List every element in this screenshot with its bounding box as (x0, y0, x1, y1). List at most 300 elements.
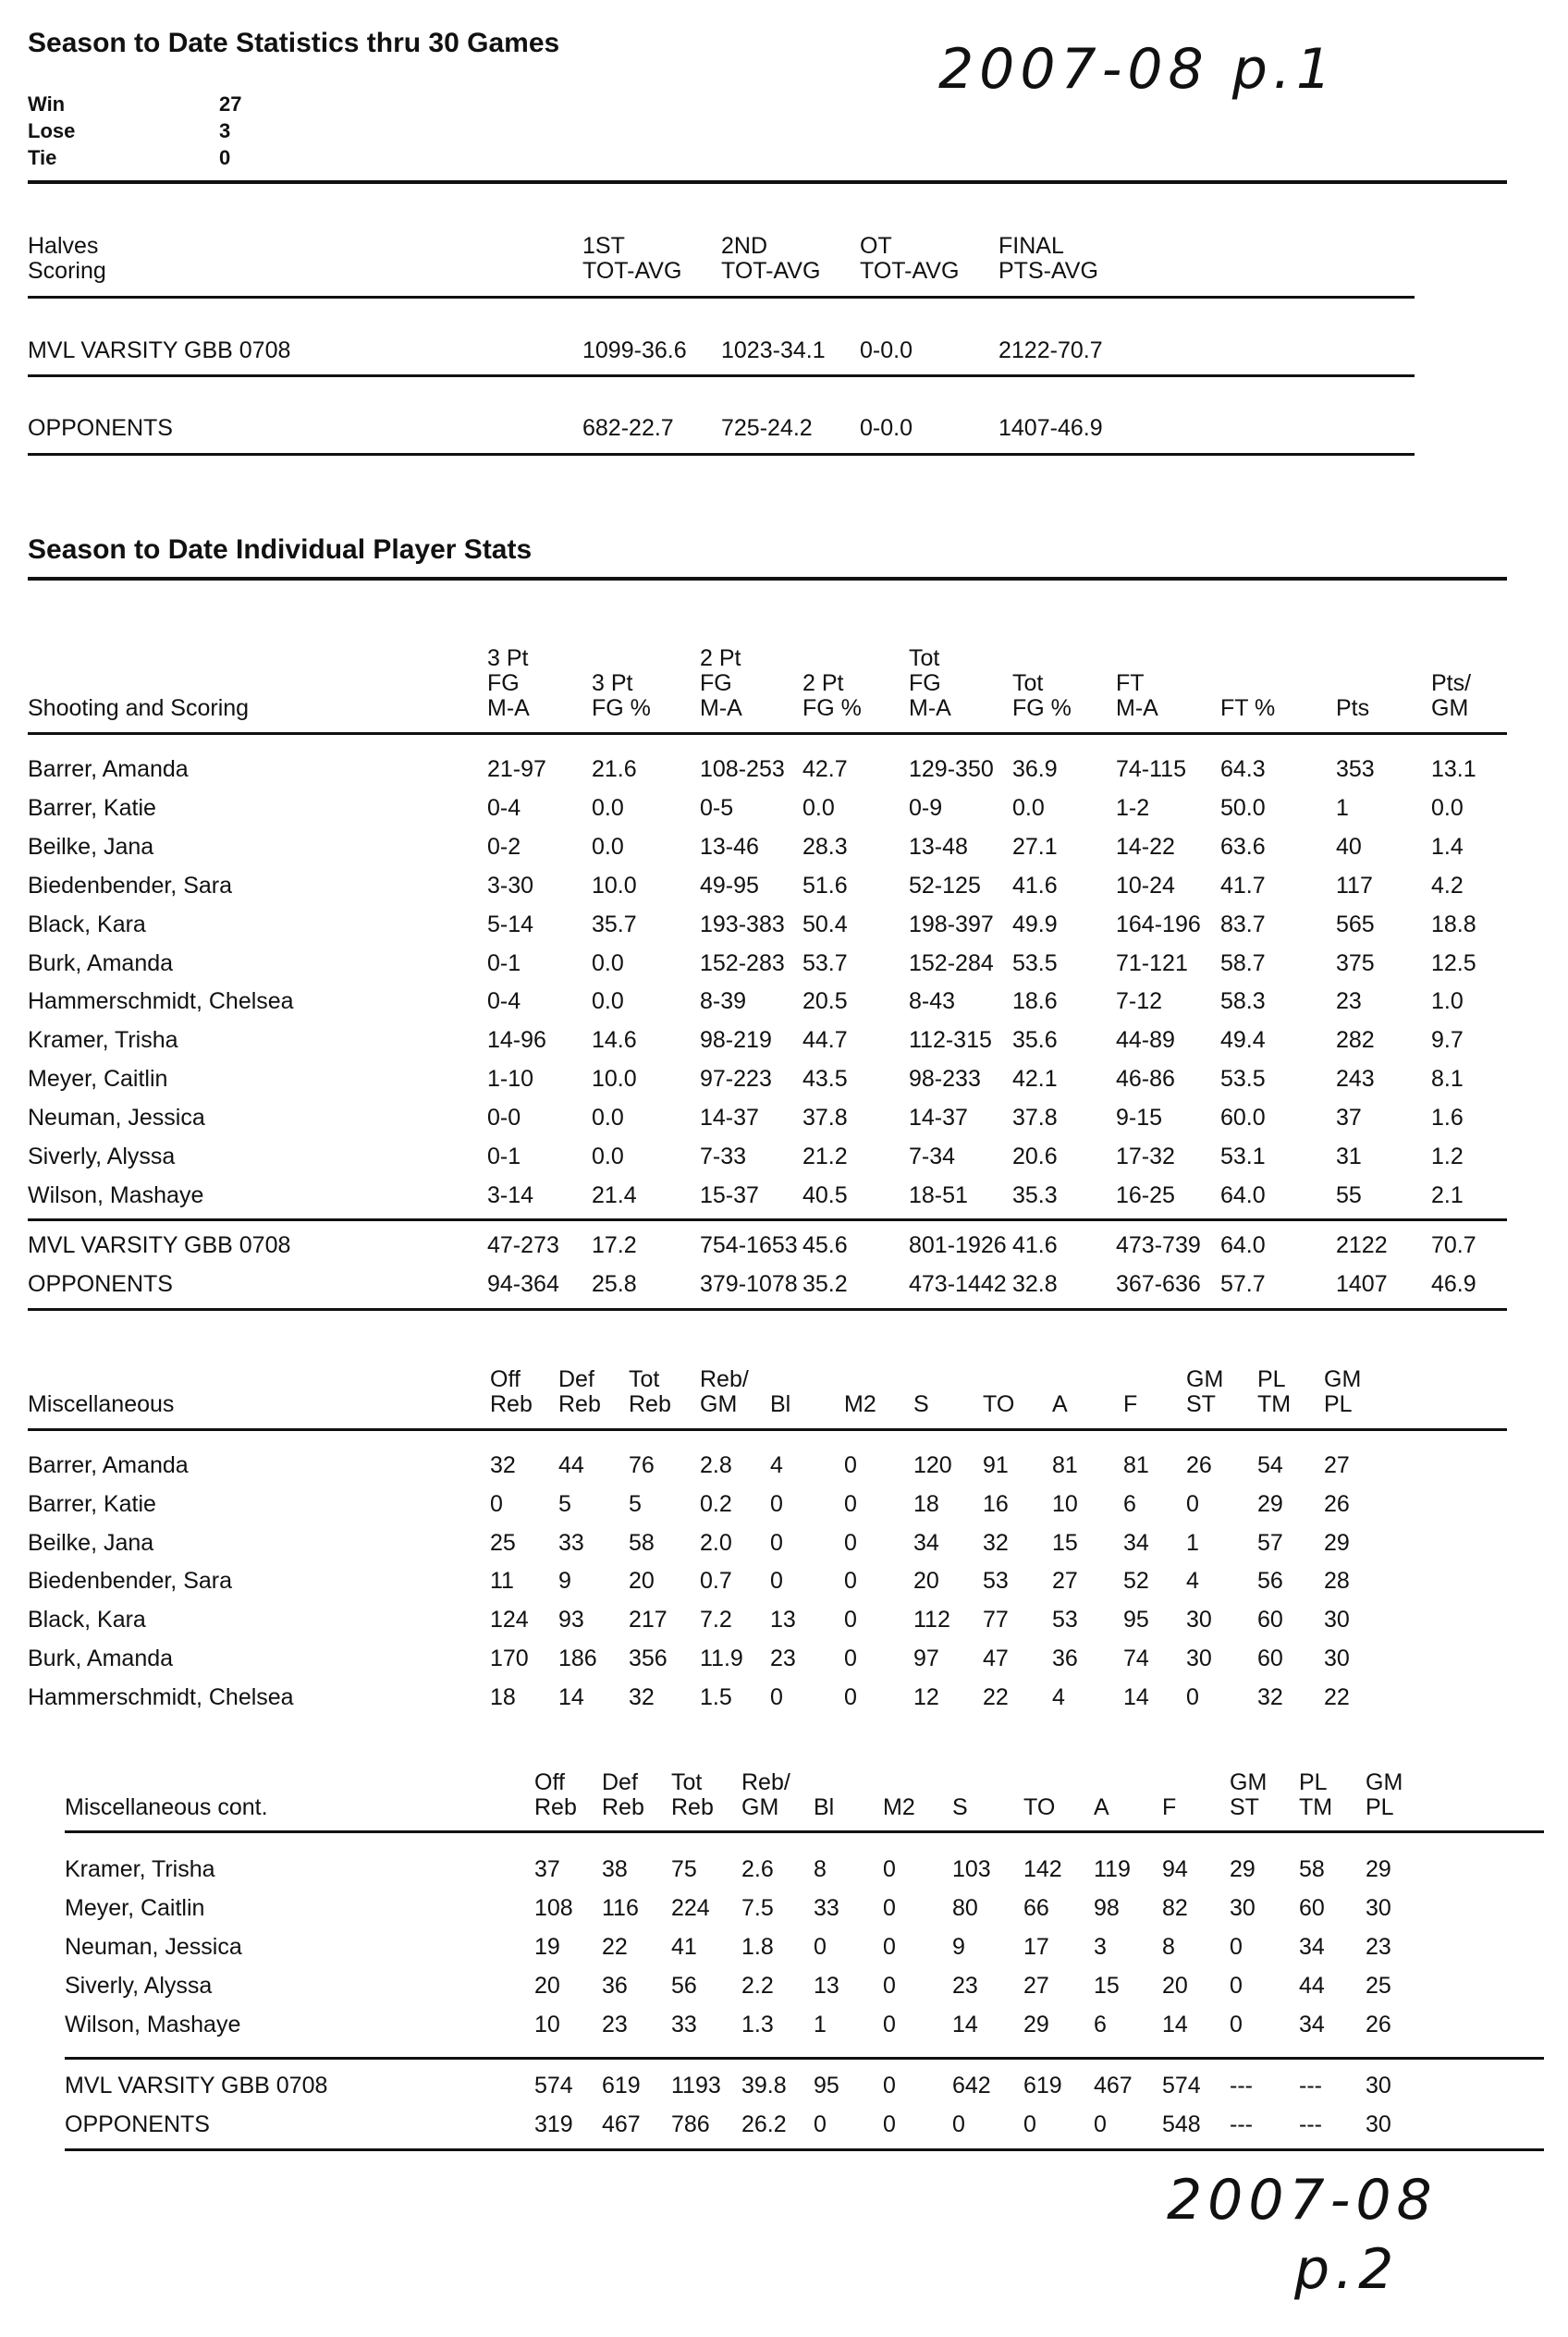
shooting-total-cell: 46.9 (1431, 1271, 1476, 1297)
misc-cont-cell: 9 (952, 1934, 965, 1960)
player-name: Siverly, Alyssa (65, 1973, 213, 1999)
shooting-cell: 0-0 (487, 1105, 521, 1132)
misc-cell: 56 (1257, 1568, 1283, 1595)
record-lose-value: 3 (219, 119, 231, 142)
shooting-cell: 0.0 (592, 988, 624, 1015)
misc-cell: 14 (558, 1683, 584, 1710)
misc-cont-total-cell: --- (1299, 2111, 1322, 2137)
misc-cont-total-cell: 619 (1023, 2073, 1062, 2098)
shooting-cell: 28.3 (802, 833, 848, 860)
shooting-cell: 98-233 (909, 1066, 981, 1093)
misc-col-header-3-line-1: GM (700, 1391, 738, 1417)
misc-cell: 34 (1123, 1529, 1149, 1556)
misc-cell: 2.0 (700, 1529, 732, 1556)
misc-cell: 0 (1186, 1490, 1199, 1517)
shooting-cell: 0.0 (592, 833, 624, 860)
misc-col-header-11-line-1: TM (1257, 1391, 1292, 1417)
misc-cont-cell: 33 (814, 1895, 839, 1921)
shooting-col-header-9-line-2: GM (1431, 695, 1469, 721)
misc-cell: 13 (770, 1607, 796, 1633)
handwritten-year-page-1: 2007-08 p.1 (938, 37, 1338, 102)
misc-cont-total-cell: 0 (814, 2111, 827, 2137)
misc-cont-total-cell: --- (1230, 2073, 1253, 2098)
team-total-name: MVL VARSITY GBB 0708 (65, 2073, 328, 2098)
misc-cell: 20 (629, 1568, 655, 1595)
record-tie-label: Tie (28, 146, 57, 169)
shooting-cell: 53.5 (1012, 949, 1058, 976)
misc-cell: 30 (1324, 1607, 1350, 1633)
misc-cont-col-header-1-line-1: Reb (602, 1794, 644, 1820)
player-name: Hammerschmidt, Chelsea (28, 988, 294, 1015)
shooting-cell: 12.5 (1431, 949, 1476, 976)
shooting-header-rule (28, 732, 1507, 735)
shooting-cell: 13-48 (909, 833, 968, 860)
shooting-cell: 0.0 (1012, 794, 1045, 821)
misc-cell: 4 (1186, 1568, 1199, 1595)
player-name: Black, Kara (28, 911, 146, 937)
halves-cell: 682-22.7 (582, 415, 674, 441)
misc-cont-total-cell: 39.8 (741, 2073, 787, 2098)
misc-cell: 11 (490, 1568, 514, 1595)
misc-cell: 26 (1324, 1490, 1350, 1517)
misc-cell: 54 (1257, 1452, 1283, 1478)
misc-cont-cell: 66 (1023, 1895, 1049, 1921)
player-name: Siverly, Alyssa (28, 1144, 176, 1169)
misc-cell: 0.2 (700, 1490, 732, 1517)
misc-cont-total-cell: 467 (1094, 2073, 1133, 2098)
misc-cont-cell: 2.2 (741, 1973, 774, 1999)
misc-cont-cell: 0 (814, 1934, 827, 1960)
shooting-total-cell: 473-739 (1116, 1232, 1201, 1258)
halves-col-header-0-line-0: 1ST (582, 233, 625, 259)
misc-cont-cell: 34 (1299, 2012, 1325, 2037)
misc-cont-cell: 8 (1162, 1934, 1175, 1960)
header-rule (28, 180, 1507, 184)
misc-cell: 22 (1324, 1683, 1350, 1710)
shooting-cell: 35.7 (592, 911, 637, 937)
misc-cont-col-header-8-line-1: A (1094, 1794, 1109, 1820)
shooting-cell: 117 (1336, 872, 1373, 899)
shooting-cell: 13-46 (700, 833, 759, 860)
misc-cell: 52 (1123, 1568, 1149, 1595)
misc-cell: 32 (983, 1529, 1009, 1556)
shooting-cell: 35.3 (1012, 1181, 1058, 1208)
shooting-cell: 129-350 (909, 756, 994, 782)
player-name: Barrer, Katie (28, 794, 156, 821)
shooting-cell: 9-15 (1116, 1105, 1163, 1132)
player-name: Wilson, Mashaye (28, 1181, 204, 1208)
shooting-cell: 565 (1336, 911, 1375, 937)
shooting-cell: 108-253 (700, 756, 785, 782)
misc-cell: 0 (490, 1490, 503, 1517)
misc-cont-cell: 44 (1299, 1973, 1325, 1999)
misc-cell: 7.2 (700, 1607, 732, 1633)
shooting-cell: 27.1 (1012, 833, 1058, 860)
shooting-total-cell: 367-636 (1116, 1271, 1201, 1297)
misc-cell: 217 (629, 1607, 668, 1633)
misc-cont-total-cell: 0 (952, 2111, 965, 2137)
misc-cont-cell: 36 (602, 1973, 628, 1999)
misc-cont-cell: 1 (814, 2012, 827, 2037)
misc-cell: 28 (1324, 1568, 1350, 1595)
misc-cell: 18 (913, 1490, 939, 1517)
misc-col-header-0-line-1: Reb (490, 1391, 533, 1417)
misc-cont-cell: 0 (883, 1973, 896, 1999)
shooting-cell: 14-37 (700, 1105, 759, 1132)
misc-cont-cell: 22 (602, 1934, 628, 1960)
halves-cell: 2122-70.7 (998, 337, 1103, 363)
misc-cell: 27 (1052, 1568, 1078, 1595)
misc-cont-cell: 29 (1023, 2012, 1049, 2037)
shooting-col-header-4-line-0: Tot (909, 645, 940, 671)
page-title: Season to Date Statistics thru 30 Games (28, 28, 560, 58)
misc-cell: 22 (983, 1683, 1009, 1710)
shooting-total-cell: 1407 (1336, 1271, 1388, 1297)
misc-cont-cell: 23 (602, 2012, 628, 2037)
shooting-cell: 41.6 (1012, 872, 1058, 899)
misc-col-header-10-line-0: GM (1186, 1366, 1224, 1392)
misc-cont-total-cell: 0 (883, 2073, 896, 2098)
shooting-cell: 40.5 (802, 1181, 848, 1208)
misc-cont-cell: 224 (671, 1895, 710, 1921)
misc-col-header-3-line-0: Reb/ (700, 1366, 749, 1392)
misc-cell: 30 (1324, 1646, 1350, 1671)
misc-cont-cell: 30 (1230, 1895, 1256, 1921)
shooting-col-header-7-line-2: FT % (1220, 695, 1276, 721)
misc-cont-col-header-1-line-0: Def (602, 1769, 638, 1795)
shooting-cell: 49.9 (1012, 911, 1058, 937)
player-name: Biedenbender, Sara (28, 872, 233, 899)
record-lose-label: Lose (28, 119, 76, 142)
misc-cont-cell: 119 (1094, 1856, 1131, 1882)
player-name: Neuman, Jessica (28, 1105, 205, 1132)
misc-cont-col-header-7-line-1: TO (1023, 1794, 1056, 1820)
player-name: Hammerschmidt, Chelsea (28, 1683, 294, 1710)
misc-cont-cell: 56 (671, 1973, 697, 1999)
misc-col-header-2-line-0: Tot (629, 1366, 660, 1392)
misc-cont-cell: 0 (883, 1856, 896, 1882)
misc-col-header-1-line-1: Reb (558, 1391, 601, 1417)
misc-cell: 0 (770, 1683, 783, 1710)
shooting-cell: 0-1 (487, 1144, 521, 1169)
misc-cont-cell: 0 (1230, 1934, 1243, 1960)
player-name: Burk, Amanda (28, 949, 174, 976)
shooting-col-header-1-line-1: 3 Pt (592, 670, 633, 696)
team-total-name: MVL VARSITY GBB 0708 (28, 1232, 291, 1258)
shooting-cell: 0-4 (487, 794, 521, 821)
shooting-cell: 0.0 (592, 794, 624, 821)
shooting-total-cell: 473-1442 (909, 1271, 1007, 1297)
misc-cell: 14 (1123, 1683, 1149, 1710)
shooting-cell: 71-121 (1116, 949, 1188, 976)
halves-cell: 0-0.0 (860, 337, 913, 363)
misc-cell: 36 (1052, 1646, 1078, 1671)
misc-cont-cell: 29 (1366, 1856, 1391, 1882)
halves-col-header-3-line-0: FINAL (998, 233, 1064, 259)
misc-col-header-6-line-1: S (913, 1391, 929, 1417)
misc-cell: 0 (844, 1607, 857, 1633)
misc-col-header-9-line-1: F (1123, 1391, 1138, 1417)
shooting-cell: 8-39 (700, 988, 747, 1015)
shooting-cell: 0-9 (909, 794, 943, 821)
player-name: Black, Kara (28, 1607, 146, 1633)
shooting-total-cell: 25.8 (592, 1271, 637, 1297)
shooting-cell: 18-51 (909, 1181, 968, 1208)
shooting-cell: 58.7 (1220, 949, 1266, 976)
misc-cont-total-cell: 319 (534, 2111, 573, 2137)
shooting-cell: 14-37 (909, 1105, 968, 1132)
shooting-total-cell: 17.2 (592, 1232, 637, 1258)
misc-cont-cell: 103 (952, 1856, 991, 1882)
shooting-cell: 353 (1336, 756, 1375, 782)
misc-cell: 12 (913, 1683, 939, 1710)
shooting-total-cell: 32.8 (1012, 1271, 1058, 1297)
misc-cell: 60 (1257, 1646, 1283, 1671)
halves-col-header-3-line-1: PTS-AVG (998, 258, 1098, 284)
shooting-totals-rule (28, 1218, 1507, 1221)
shooting-cell: 18.6 (1012, 988, 1058, 1015)
misc-cont-col-header-11-line-0: PL (1299, 1769, 1328, 1795)
misc-cont-total-cell: 30 (1366, 2073, 1391, 2098)
misc-cont-cell: 1.3 (741, 2012, 774, 2037)
misc-cont-cell: 0 (1230, 2012, 1243, 2037)
shooting-cell: 3-30 (487, 872, 534, 899)
misc-cell: 74 (1123, 1646, 1149, 1671)
halves-cell: 1023-34.1 (721, 337, 826, 363)
misc-cell: 32 (1257, 1683, 1283, 1710)
misc-cell: 0 (844, 1529, 857, 1556)
shooting-col-header-9-line-1: Pts/ (1431, 670, 1472, 696)
shooting-col-header-0-line-0: 3 Pt (487, 645, 529, 671)
misc-cell: 0 (1186, 1683, 1199, 1710)
misc-cont-total-cell: 1193 (671, 2073, 721, 2098)
shooting-cell: 50.0 (1220, 794, 1266, 821)
shooting-cell: 49.4 (1220, 1027, 1266, 1054)
individual-title-rule (28, 577, 1507, 581)
shooting-cell: 37.8 (802, 1105, 848, 1132)
shooting-cell: 4.2 (1431, 872, 1464, 899)
shooting-cell: 18.8 (1431, 911, 1476, 937)
misc-cont-section-label: Miscellaneous cont. (65, 1794, 268, 1820)
player-name: Beilke, Jana (28, 833, 154, 860)
misc-cell: 26 (1186, 1452, 1212, 1478)
misc-cont-cell: 26 (1366, 2012, 1391, 2037)
misc-cont-total-cell: 95 (814, 2073, 839, 2098)
misc-cell: 58 (629, 1529, 655, 1556)
halves-col-header-1-line-0: 2ND (721, 233, 768, 259)
misc-cell: 23 (770, 1646, 796, 1671)
shooting-cell: 97-223 (700, 1066, 772, 1093)
shooting-cell: 35.6 (1012, 1027, 1058, 1054)
misc-cell: 5 (558, 1490, 571, 1517)
misc-col-header-11-line-0: PL (1257, 1366, 1286, 1392)
shooting-cell: 14-96 (487, 1027, 546, 1054)
record-win-label: Win (28, 92, 66, 116)
shooting-cell: 7-34 (909, 1144, 956, 1169)
player-name: Kramer, Trisha (28, 1027, 178, 1054)
shooting-cell: 243 (1336, 1066, 1375, 1093)
handwritten-page-2: p.2 (1294, 2237, 1400, 2302)
misc-cell: 10 (1052, 1490, 1078, 1517)
misc-cont-cell: 94 (1162, 1856, 1188, 1882)
misc-cont-cell: 10 (534, 2012, 560, 2037)
shooting-cell: 49-95 (700, 872, 759, 899)
misc-cont-col-header-2-line-0: Tot (671, 1769, 703, 1795)
shooting-total-cell: 64.0 (1220, 1232, 1266, 1258)
shooting-col-header-2-line-0: 2 Pt (700, 645, 741, 671)
shooting-section-label: Shooting and Scoring (28, 695, 250, 721)
shooting-cell: 37 (1336, 1105, 1362, 1132)
shooting-cell: 23 (1336, 988, 1362, 1015)
misc-cont-col-header-0-line-1: Reb (534, 1794, 577, 1820)
record-values (219, 91, 241, 171)
shooting-col-header-1-line-2: FG % (592, 695, 651, 721)
shooting-cell: 152-284 (909, 949, 994, 976)
misc-cont-total-cell: --- (1299, 2073, 1322, 2098)
misc-cont-col-header-12-line-0: GM (1366, 1769, 1403, 1795)
misc-cont-cell: 82 (1162, 1895, 1188, 1921)
misc-cont-cell: 41 (671, 1934, 697, 1960)
shooting-cell: 13.1 (1431, 756, 1476, 782)
shooting-total-cell: 379-1078 (700, 1271, 798, 1297)
misc-cont-cell: 19 (534, 1934, 560, 1960)
player-name: Kramer, Trisha (65, 1856, 215, 1882)
misc-cell: 47 (983, 1646, 1009, 1671)
shooting-total-cell: 35.2 (802, 1271, 848, 1297)
shooting-cell: 64.0 (1220, 1181, 1266, 1208)
shooting-bottom-rule (28, 1308, 1507, 1311)
shooting-col-header-5-line-2: FG % (1012, 695, 1072, 721)
misc-cont-total-cell: 574 (1162, 2073, 1201, 2098)
shooting-cell: 15-37 (700, 1181, 759, 1208)
misc-col-header-4-line-1: Bl (770, 1391, 791, 1417)
halves-cell: 725-24.2 (721, 415, 813, 441)
misc-cell: 15 (1052, 1529, 1078, 1556)
shooting-cell: 5-14 (487, 911, 534, 937)
halves-row-rule (28, 374, 1415, 377)
shooting-cell: 0.0 (592, 949, 624, 976)
halves-cell: 1099-36.6 (582, 337, 687, 363)
misc-cont-total-cell: 30 (1366, 2111, 1391, 2137)
misc-cont-col-header-9-line-1: F (1162, 1794, 1177, 1820)
shooting-cell: 7-33 (700, 1144, 747, 1169)
misc-cont-cell: 142 (1023, 1856, 1062, 1882)
misc-cell: 57 (1257, 1529, 1283, 1556)
misc-cont-cell: 14 (952, 2012, 978, 2037)
shooting-cell: 37.8 (1012, 1105, 1058, 1132)
record-labels (28, 91, 75, 171)
misc-cell: 1.5 (700, 1683, 732, 1710)
misc-cont-cell: 6 (1094, 2012, 1107, 2037)
shooting-cell: 0.0 (1431, 794, 1464, 821)
misc-cont-cell: 23 (952, 1973, 978, 1999)
shooting-cell: 3-14 (487, 1181, 534, 1208)
shooting-total-cell: 94-364 (487, 1271, 559, 1297)
misc-cont-cell: 33 (671, 2012, 697, 2037)
misc-cell: 16 (983, 1490, 1009, 1517)
misc-cell: 30 (1186, 1607, 1212, 1633)
misc-cell: 32 (629, 1683, 655, 1710)
shooting-total-cell: 41.6 (1012, 1232, 1058, 1258)
misc-cell: 81 (1052, 1452, 1078, 1478)
misc-cont-total-cell: 619 (602, 2073, 641, 2098)
shooting-cell: 0-2 (487, 833, 521, 860)
misc-cell: 120 (913, 1452, 952, 1478)
misc-cell: 32 (490, 1452, 516, 1478)
shooting-cell: 10-24 (1116, 872, 1175, 899)
misc-cell: 4 (1052, 1683, 1065, 1710)
misc-cell: 18 (490, 1683, 516, 1710)
misc-col-header-12-line-0: GM (1324, 1366, 1362, 1392)
shooting-cell: 21.4 (592, 1181, 637, 1208)
shooting-cell: 83.7 (1220, 911, 1266, 937)
misc-cell: 0.7 (700, 1568, 732, 1595)
misc-cell: 9 (558, 1568, 571, 1595)
misc-cont-cell: 0 (1230, 1973, 1243, 1999)
shooting-cell: 1.6 (1431, 1105, 1464, 1132)
shooting-col-header-0-line-1: FG (487, 670, 520, 696)
player-name: Wilson, Mashaye (65, 2012, 241, 2037)
shooting-cell: 40 (1336, 833, 1362, 860)
misc-cont-cell: 1.8 (741, 1934, 774, 1960)
player-name: Barrer, Amanda (28, 756, 189, 782)
shooting-col-header-4-line-2: M-A (909, 695, 951, 721)
misc-cont-total-cell: 786 (671, 2111, 710, 2137)
misc-cell: 1 (1186, 1529, 1199, 1556)
misc-cell: 2.8 (700, 1452, 732, 1478)
shooting-cell: 60.0 (1220, 1105, 1266, 1132)
misc-cell: 77 (983, 1607, 1009, 1633)
shooting-cell: 58.3 (1220, 988, 1266, 1015)
shooting-cell: 0.0 (592, 1144, 624, 1169)
misc-cont-cell: 25 (1366, 1973, 1391, 1999)
shooting-cell: 1 (1336, 794, 1349, 821)
shooting-cell: 50.4 (802, 911, 848, 937)
misc-cont-col-header-0-line-0: Off (534, 1769, 565, 1795)
shooting-cell: 21.2 (802, 1144, 848, 1169)
shooting-col-header-3-line-2: FG % (802, 695, 862, 721)
misc-cont-total-cell: 0 (1023, 2111, 1036, 2137)
misc-cont-total-cell: 26.2 (741, 2111, 787, 2137)
shooting-total-cell: 57.7 (1220, 1271, 1266, 1297)
shooting-cell: 1.2 (1431, 1144, 1464, 1169)
misc-cell: 124 (490, 1607, 529, 1633)
misc-cont-cell: 17 (1023, 1934, 1049, 1960)
halves-row-name: OPPONENTS (28, 415, 173, 441)
shooting-cell: 31 (1336, 1144, 1362, 1169)
misc-cont-col-header-2-line-1: Reb (671, 1794, 714, 1820)
misc-cell: 91 (983, 1452, 1009, 1478)
shooting-col-header-0-line-2: M-A (487, 695, 530, 721)
player-name: Meyer, Caitlin (65, 1895, 205, 1921)
misc-cont-cell: 80 (952, 1895, 978, 1921)
misc-cell: 0 (844, 1490, 857, 1517)
shooting-cell: 52-125 (909, 872, 981, 899)
misc-cont-cell: 0 (883, 1895, 896, 1921)
misc-cell: 93 (558, 1607, 584, 1633)
shooting-cell: 53.1 (1220, 1144, 1266, 1169)
player-name: Meyer, Caitlin (28, 1066, 168, 1093)
shooting-cell: 193-383 (700, 911, 785, 937)
shooting-cell: 198-397 (909, 911, 994, 937)
misc-cont-cell: 13 (814, 1973, 839, 1999)
misc-cont-cell: 29 (1230, 1856, 1256, 1882)
shooting-cell: 9.7 (1431, 1027, 1464, 1054)
misc-cont-bottom-rule (65, 2148, 1544, 2151)
shooting-cell: 112-315 (909, 1027, 992, 1054)
shooting-cell: 36.9 (1012, 756, 1058, 782)
misc-cell: 44 (558, 1452, 584, 1478)
